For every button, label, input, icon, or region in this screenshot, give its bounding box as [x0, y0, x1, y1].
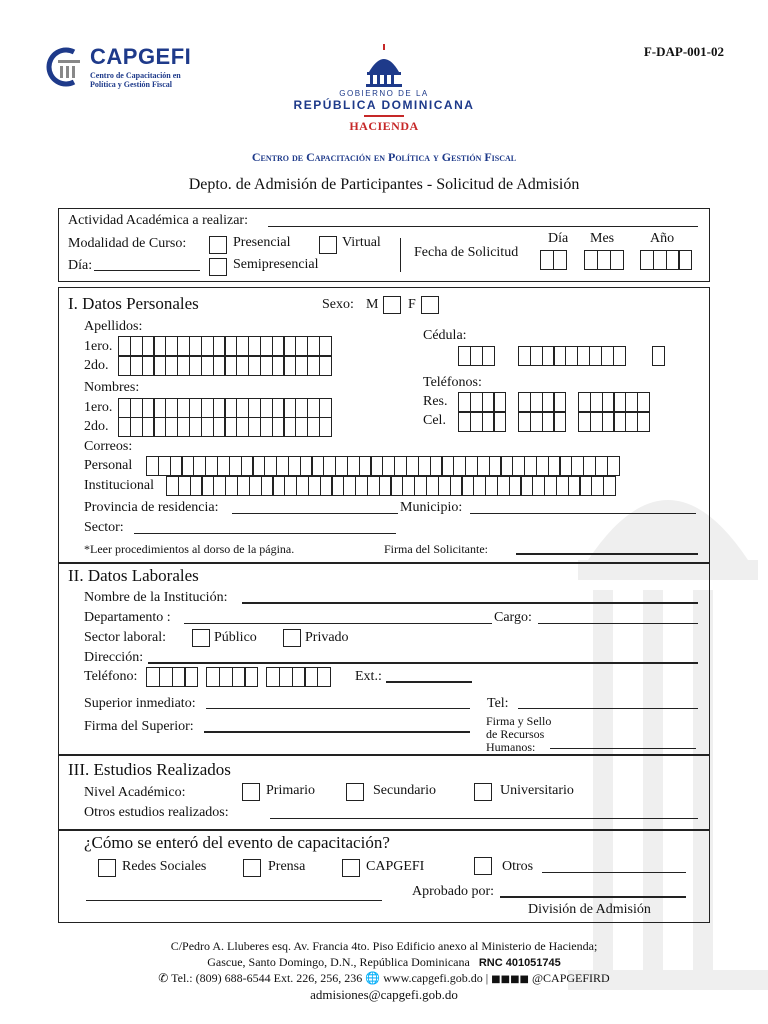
university-checkbox[interactable] [474, 783, 492, 801]
modality-label: Modalidad de Curso: [68, 236, 187, 251]
press-checkbox[interactable] [243, 859, 261, 877]
cedula-label: Cédula: [423, 328, 467, 343]
footer-social[interactable]: @CAPGEFIRD [531, 971, 610, 985]
footer-address-1: C/Pedro A. Lluberes esq. Av. Francia 4to. Piso Edificio anexo al Ministerio de Hacienda; [170, 939, 598, 953]
supervisor-signature-field[interactable] [204, 731, 470, 733]
emails-label: Correos: [84, 439, 133, 454]
work-phone-number[interactable] [266, 667, 330, 687]
vertical-divider [400, 238, 401, 272]
extension-field[interactable] [386, 681, 472, 683]
phone-cel-prefix[interactable] [518, 412, 565, 432]
supervisor-field[interactable] [206, 708, 470, 709]
date-col-month: Mes [590, 231, 615, 246]
footer-address-2 [0, 955, 768, 970]
surname-1-boxes[interactable] [118, 336, 331, 356]
institution-field[interactable] [242, 602, 698, 604]
source-extra-field[interactable] [86, 900, 382, 901]
hr-signature-line-2: de Recursos [486, 727, 545, 741]
applicant-signature-label: Firma del Solicitante: [384, 542, 488, 556]
academic-level-label: Nivel Académico: [84, 785, 186, 800]
logo-sub-1: Centro de Capacitación en [90, 71, 181, 80]
secondary-checkbox[interactable] [346, 783, 364, 801]
other-studies-field[interactable] [270, 818, 698, 819]
center-title: Centro de Capacitación en Política y Gestión Fiscal [251, 150, 517, 164]
sex-label: Sexo: [322, 297, 354, 312]
surname-2-boxes[interactable] [118, 356, 331, 376]
globe-icon: 🌐 [365, 971, 381, 985]
extension-label: Ext.: [355, 669, 382, 684]
phone-cel-label: Cel. [423, 413, 446, 428]
capgefi-checkbox[interactable] [342, 859, 360, 877]
surname-2-label: 2do. [84, 358, 109, 373]
work-sector-label: Sector laboral: [84, 630, 167, 645]
name-1-boxes[interactable] [118, 398, 331, 418]
department-field[interactable] [184, 623, 492, 624]
phone-res-area[interactable] [458, 392, 505, 412]
name-2-label: 2do. [84, 419, 109, 434]
hr-signature-line-3: Humanos: [486, 740, 536, 754]
request-date-label: Fecha de Solicitud [414, 245, 519, 260]
section-2-title: II. Datos Laborales [68, 566, 199, 585]
address-field[interactable] [148, 662, 698, 664]
activity-field[interactable] [268, 226, 698, 227]
presencial-label: Presencial [233, 235, 291, 250]
sex-f-checkbox[interactable] [421, 296, 439, 314]
red-divider [364, 115, 404, 117]
footer-email[interactable]: admisiones@capgefi.gob.do [310, 987, 458, 1002]
phone-res-prefix[interactable] [518, 392, 565, 412]
sex-f-label: F [408, 297, 416, 312]
address-label: Dirección: [84, 650, 144, 665]
supervisor-signature-label: Firma del Superior: [84, 719, 194, 734]
government-header [0, 44, 768, 134]
surname-1-label: 1ero. [84, 339, 113, 354]
read-procedures-note: *Leer procedimientos al dorso de la página. [84, 542, 295, 556]
other-studies-label: Otros estudios realizados: [84, 805, 229, 820]
gov-line-3: HACIENDA [349, 119, 419, 133]
phone-icon: ✆ [158, 971, 169, 985]
supervisor-tel-label: Tel: [487, 696, 509, 711]
day-field[interactable] [94, 270, 200, 271]
work-phone-area[interactable] [146, 667, 197, 687]
primary-checkbox[interactable] [242, 783, 260, 801]
section-1-title: I. Datos Personales [68, 294, 199, 313]
source-question: ¿Cómo se enteró del evento de capacitación? [84, 833, 390, 852]
surnames-label: Apellidos: [84, 319, 143, 334]
names-label: Nombres: [84, 380, 140, 395]
date-year-boxes[interactable] [640, 250, 691, 270]
applicant-signature-field[interactable] [516, 553, 698, 555]
name-1-label: 1ero. [84, 400, 113, 415]
name-2-boxes[interactable] [118, 417, 331, 437]
primary-label: Primario [266, 783, 315, 798]
public-label: Público [214, 630, 257, 645]
others-checkbox[interactable] [474, 857, 492, 875]
section-3-title: III. Estudios Realizados [68, 760, 231, 779]
footer-rnc: RNC 401051745 [478, 957, 561, 969]
hr-signature-field[interactable] [550, 748, 696, 749]
supervisor-label: Superior inmediato: [84, 696, 196, 711]
logo-name: CAPGEFI [90, 44, 192, 69]
sex-m-label: M [366, 297, 379, 312]
email-personal-boxes[interactable] [146, 456, 619, 476]
phones-label: Teléfonos: [423, 375, 482, 390]
province-label: Provincia de residencia: [84, 500, 219, 515]
social-media-label: Redes Sociales [122, 859, 207, 874]
others-label: Otros [502, 859, 534, 874]
footer-web[interactable]: www.capgefi.gob.do [383, 971, 483, 985]
work-phone-prefix[interactable] [206, 667, 257, 687]
email-personal-label: Personal [84, 458, 133, 473]
presencial-checkbox[interactable] [209, 236, 227, 254]
phone-res-label: Res. [423, 394, 448, 409]
semipresencial-label: Semipresencial [233, 257, 319, 272]
phone-cel-number[interactable] [578, 412, 649, 432]
date-col-day: Día [548, 231, 569, 246]
approved-by-field[interactable] [500, 896, 686, 898]
day-label: Día: [68, 258, 93, 273]
sex-m-checkbox[interactable] [383, 296, 401, 314]
virtual-label: Virtual [342, 235, 381, 250]
date-col-year: Año [650, 231, 675, 246]
form-code: F-DAP-001-02 [643, 44, 724, 59]
secondary-label: Secundario [373, 783, 436, 798]
hr-signature-label [486, 715, 551, 754]
municipality-field[interactable] [470, 513, 696, 514]
virtual-checkbox[interactable] [319, 236, 337, 254]
social-icons: ■■■■ [491, 974, 529, 985]
phone-cel-area[interactable] [458, 412, 505, 432]
social-media-checkbox[interactable] [98, 859, 116, 877]
activity-label: Actividad Académica a realizar: [68, 213, 248, 228]
capgefi-label: CAPGEFI [366, 859, 425, 874]
form-title: Depto. de Admisión de Participantes - Solicitud de Admisión [188, 176, 580, 193]
position-label: Cargo: [494, 610, 532, 625]
supervisor-tel-field[interactable] [518, 708, 698, 709]
semipresencial-checkbox[interactable] [209, 258, 227, 276]
institution-label: Nombre de la Institución: [84, 590, 228, 605]
gov-line-2: REPÚBLICA DOMINICANA [293, 98, 475, 112]
footer-contact: ✆ Tel.: (809) 688-6544 Ext. 226, 256, 236 🌐 www.capgefi.gob.do | ■■■■ @CAPGEFIRD [158, 971, 610, 985]
footer-tel: Tel.: (809) 688-6544 Ext. 226, 256, 236 [171, 971, 363, 985]
private-checkbox[interactable] [283, 629, 301, 647]
university-label: Universitario [500, 783, 574, 798]
public-checkbox[interactable] [192, 629, 210, 647]
sector-field[interactable] [134, 533, 396, 534]
email-institutional-label: Institucional [84, 478, 154, 493]
email-institutional-boxes[interactable] [166, 476, 615, 496]
municipality-label: Municipio: [400, 500, 463, 515]
phone-res-number[interactable] [578, 392, 649, 412]
footer-address-2-text: Gascue, Santo Domingo, D.N., República Dominicana [207, 955, 470, 969]
province-field[interactable] [232, 513, 398, 514]
dome-seal-icon [361, 44, 407, 88]
sector-label: Sector: [84, 520, 124, 535]
private-label: Privado [305, 630, 349, 645]
admissions-division-label: División de Admisión [528, 902, 651, 917]
date-day-boxes[interactable] [540, 250, 566, 270]
cedula-boxes-a[interactable] [458, 346, 493, 366]
cedula-boxes-c[interactable] [652, 346, 664, 366]
work-phone-label: Teléfono: [84, 669, 138, 684]
date-month-boxes[interactable] [584, 250, 622, 270]
others-field[interactable] [542, 872, 686, 873]
position-field[interactable] [538, 623, 698, 624]
press-label: Prensa [268, 859, 306, 874]
logo-sub-2: Política y Gestión Fiscal [90, 80, 172, 89]
gov-line-1: GOBIERNO DE LA [339, 89, 429, 98]
cedula-boxes-b[interactable] [518, 346, 624, 366]
approved-by-label: Aprobado por: [412, 884, 495, 899]
department-label: Departamento : [84, 610, 171, 625]
hr-signature-line-1: Firma y Sello [486, 714, 552, 728]
